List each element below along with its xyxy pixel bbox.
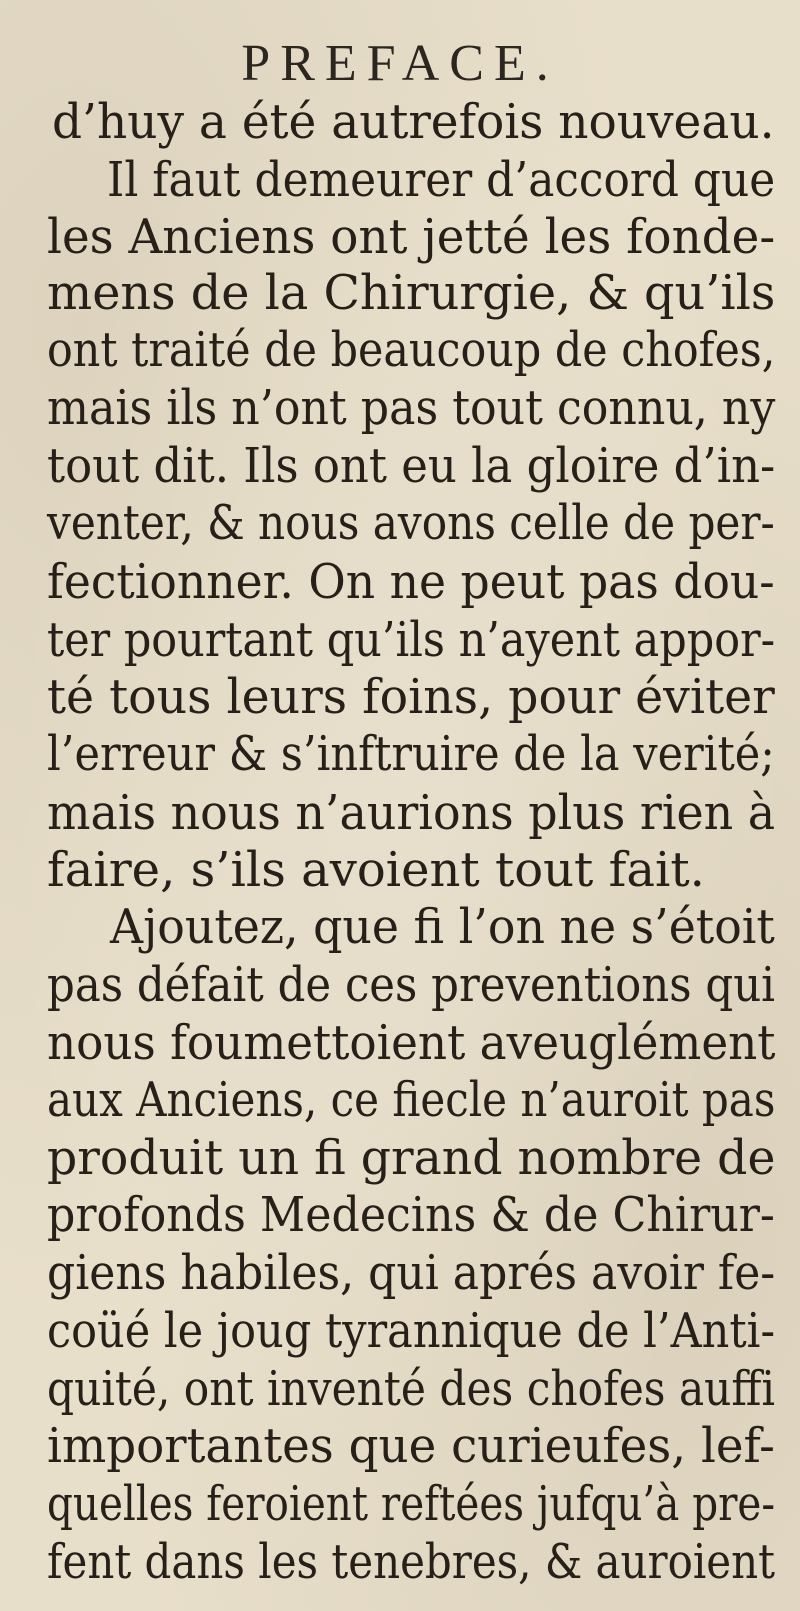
text-line: Ajoutez, que fi l’on ne s’étoit: [110, 899, 775, 955]
text-line: nous foumettoient aveuglément: [47, 1015, 776, 1071]
text-line: d’huy a été autrefois nouveau.: [52, 94, 775, 150]
text-line: coüé le joug tyrannique de l’Anti-: [47, 1303, 775, 1359]
text-line: faire, s’ils avoient tout fait.: [47, 842, 705, 898]
text-line: mais nous n’aurions plus rien à: [47, 785, 776, 841]
text-line: fent dans les tenebres, & auroient: [47, 1534, 775, 1590]
text-line: mais ils n’ont pas tout connu, ny: [47, 380, 776, 436]
text-line: profonds Medecins & de Chirur-: [47, 1187, 775, 1243]
text-line: ont traité de beaucoup de chofes,: [47, 322, 776, 378]
text-line: quité, ont inventé des chofes auffi: [47, 1361, 776, 1417]
text-line: les Anciens ont jetté les fonde-: [47, 209, 776, 265]
text-line: aux Anciens, ce fiecle n’auroit pas: [47, 1072, 776, 1128]
text-line: Il faut demeurer d’accord que: [107, 152, 776, 208]
text-line: ter pourtant qu’ils n’ayent appor-: [47, 612, 776, 668]
running-head: PREFACE.: [241, 35, 559, 92]
text-line: fectionner. On ne peut pas dou-: [47, 554, 775, 610]
text-line: pas défait de ces preventions qui: [47, 957, 776, 1013]
text-line: tout dit. Ils ont eu la gloire d’in-: [47, 438, 776, 494]
text-line: importantes que curieufes, lef-: [47, 1418, 775, 1474]
text-line: mens de la Chirurgie, & qu’ils: [47, 265, 776, 321]
text-line: produit un fi grand nombre de: [47, 1130, 776, 1186]
text-line: l’erreur & s’inftruire de la verité;: [47, 726, 775, 782]
text-line: venter, & nous avons celle de per-: [47, 495, 775, 551]
text-line: quelles feroient reftées jufqu’à pre-: [47, 1476, 776, 1532]
text-line: té tous leurs foins, pour éviter: [47, 669, 775, 725]
text-line: giens habiles, qui aprés avoir fe-: [47, 1245, 776, 1301]
